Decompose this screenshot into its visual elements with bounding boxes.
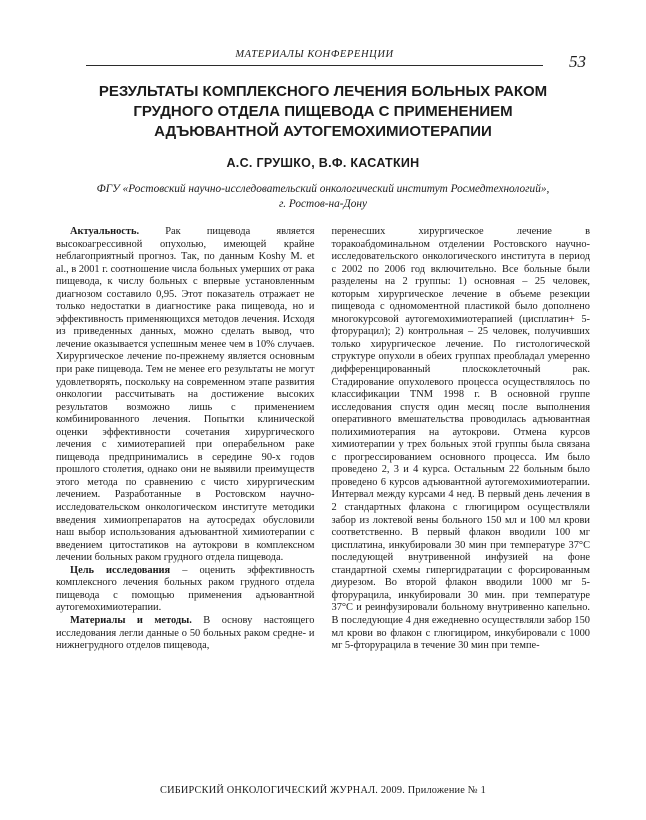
article-authors: А.С. ГРУШКО, В.Ф. КАСАТКИН (226, 156, 420, 170)
left-column (56, 226, 315, 653)
right-column (332, 226, 591, 653)
paragraph-aktualnost-lead: Актуальность. (70, 226, 140, 237)
page-footer: СИБИРСКИЙ ОНКОЛОГИЧЕСКИЙ ЖУРНАЛ. 2009. Приложение № 1 (160, 785, 486, 796)
paragraph-tsel (56, 565, 315, 615)
article-affiliation (56, 182, 590, 211)
affiliation-line-1: ФГУ «Ростовский научно-исследовательский онкологический институт Росмедтехнологий», (96, 183, 550, 195)
paragraph-materialy-lead: Материалы и методы. (70, 614, 192, 626)
paragraph-materialy (56, 615, 315, 653)
page-header (86, 46, 586, 71)
paragraph-continuation (332, 226, 591, 653)
page-number: 53 (569, 52, 586, 71)
article-title: РЕЗУЛЬТАТЫ КОМПЛЕКСНОГО ЛЕЧЕНИЯ БОЛЬНЫХ РАКОМ ГРУДНОГО ОТДЕЛА ПИЩЕВОДА С ПРИМЕНЕНИЕМ АДЪЮВАНТНОЙ АУТОГЕМОХИМИОТЕРАПИИ (98, 83, 548, 140)
paragraph-tsel-lead: Цель исследования (70, 564, 171, 576)
running-title: МАТЕРИАЛЫ КОНФЕРЕНЦИИ (86, 49, 543, 66)
article-body (56, 226, 590, 653)
paragraph-aktualnost-text: Рак пищевода является высокоагрессивной опухолью, имеющей крайне неблагоприятный прогноз. Так, по данным Koshy M. et al., в 2001 г. соотношение числа больных умерших от рака пищевода, к числу больных с впервые установленным диагнозом составило 0,95. Этот показатель отражает не только недостатки в диагностике рака пищевода, но и эффективность применяющихся методов лечения. Исходя из приведенных данных, можно сделать вывод, что лечение оказывается успешным менее чем в 10% случаев. Хирургическое лечение по-прежнему является основным при раке пищевода. Тем не менее его результаты не могут удовлетворять, поскольку на современном этапе развития онкологии рассчитывать на достижение высоких результатов возможно лишь с применением комбинированного лечения. Попытки клинической оценки эффективности сочетания хирургического лечения с химиотерапией при операбельном раке пищевода предпринимались в середине 90-х годов прошлого столетия, однако они не выявили преимуществ этого метода по сравнению с чисто хирургическим лечением. Разработанные в Ростовском научно-исследовательском онкологическом институте методики введения химиопрепаратов на аутосредах обусловили наш выбор использования адъювантной химиотерапии с введением цитостатиков на аутокрови в комплексном лечении больных раком грудного отдела пищевода. (56, 226, 315, 564)
paragraph-tsel-text: – оценить эффективность комплексного лечения больных раком грудного отдела пищевода с помощью применения адъювантной аутогемохимиотерапии. (56, 564, 315, 614)
paragraph-continuation-text: перенесших хирургическое лечение в торакоабдоминальном отделении Ростовского научно-исследовательского онкологического института в период с 2002 по 2006 год включительно. Все больные были разделены на 2 группы: 1) основная – 25 человек, которым хирургическое лечение в объеме резекции пищевода с одномоментной пластикой было дополнено многокурсовой аутогемохимиотерапией (цисплатин+ 5-фторурацил); 2) контрольная – 25 человек, получивших только хирургическое лечение. По гистологической структуре опухоли в обеих группах преобладал умеренно дифференцированный плоскоклеточный рак. Стадирование опухолевого процесса осуществлялось по классификации TNM 1998 г. В основной группе исследования спустя один месяц после выполнения оперативного вмешательства проводилась адъювантная полихимиотерапия на аутокрови. Отмена курсов химиотерапии у трех больных этой группы была связана с прогрессированием основного процесса. Им было проведено 2, 3 и 4 курса. Остальным 22 больным было проведено 6 курсов адъювантной аутогемохимиотерапии. Интервал между курсами 4 нед. В первый день лечения в 2 стандартных флакона с глюгициром осуществляли забор из локтевой вены больного 150 мл и 100 мл крови соответственно. В первый флакон вводили 100 мг цисплатина, инкубировали 30 мин при температуре 37°С последующей внутривенной инфузией на фоне стандартной схемы гипергидратации с форсированным диурезом. Во второй флакон вводили 1000 мг 5-фторурацила, инкубировали 30 мин. при температуре 37°С и реинфузировали больному внутривенно капельно. В последующие 4 дня ежедневно осуществляли забор 150 мл крови во флакон с глюгициром, инкубировали с 1000 мг 5-фторурацила в течение 30 мин при темпе- (331, 226, 590, 652)
paragraph-aktualnost (56, 226, 315, 565)
affiliation-line-2: г. Ростов-на-Дону (278, 197, 367, 210)
paragraph-materialy-text: В основу настоящего исследования легли данные о 50 больных раком средне- и нижнегрудного отделов пищевода, (56, 614, 315, 652)
